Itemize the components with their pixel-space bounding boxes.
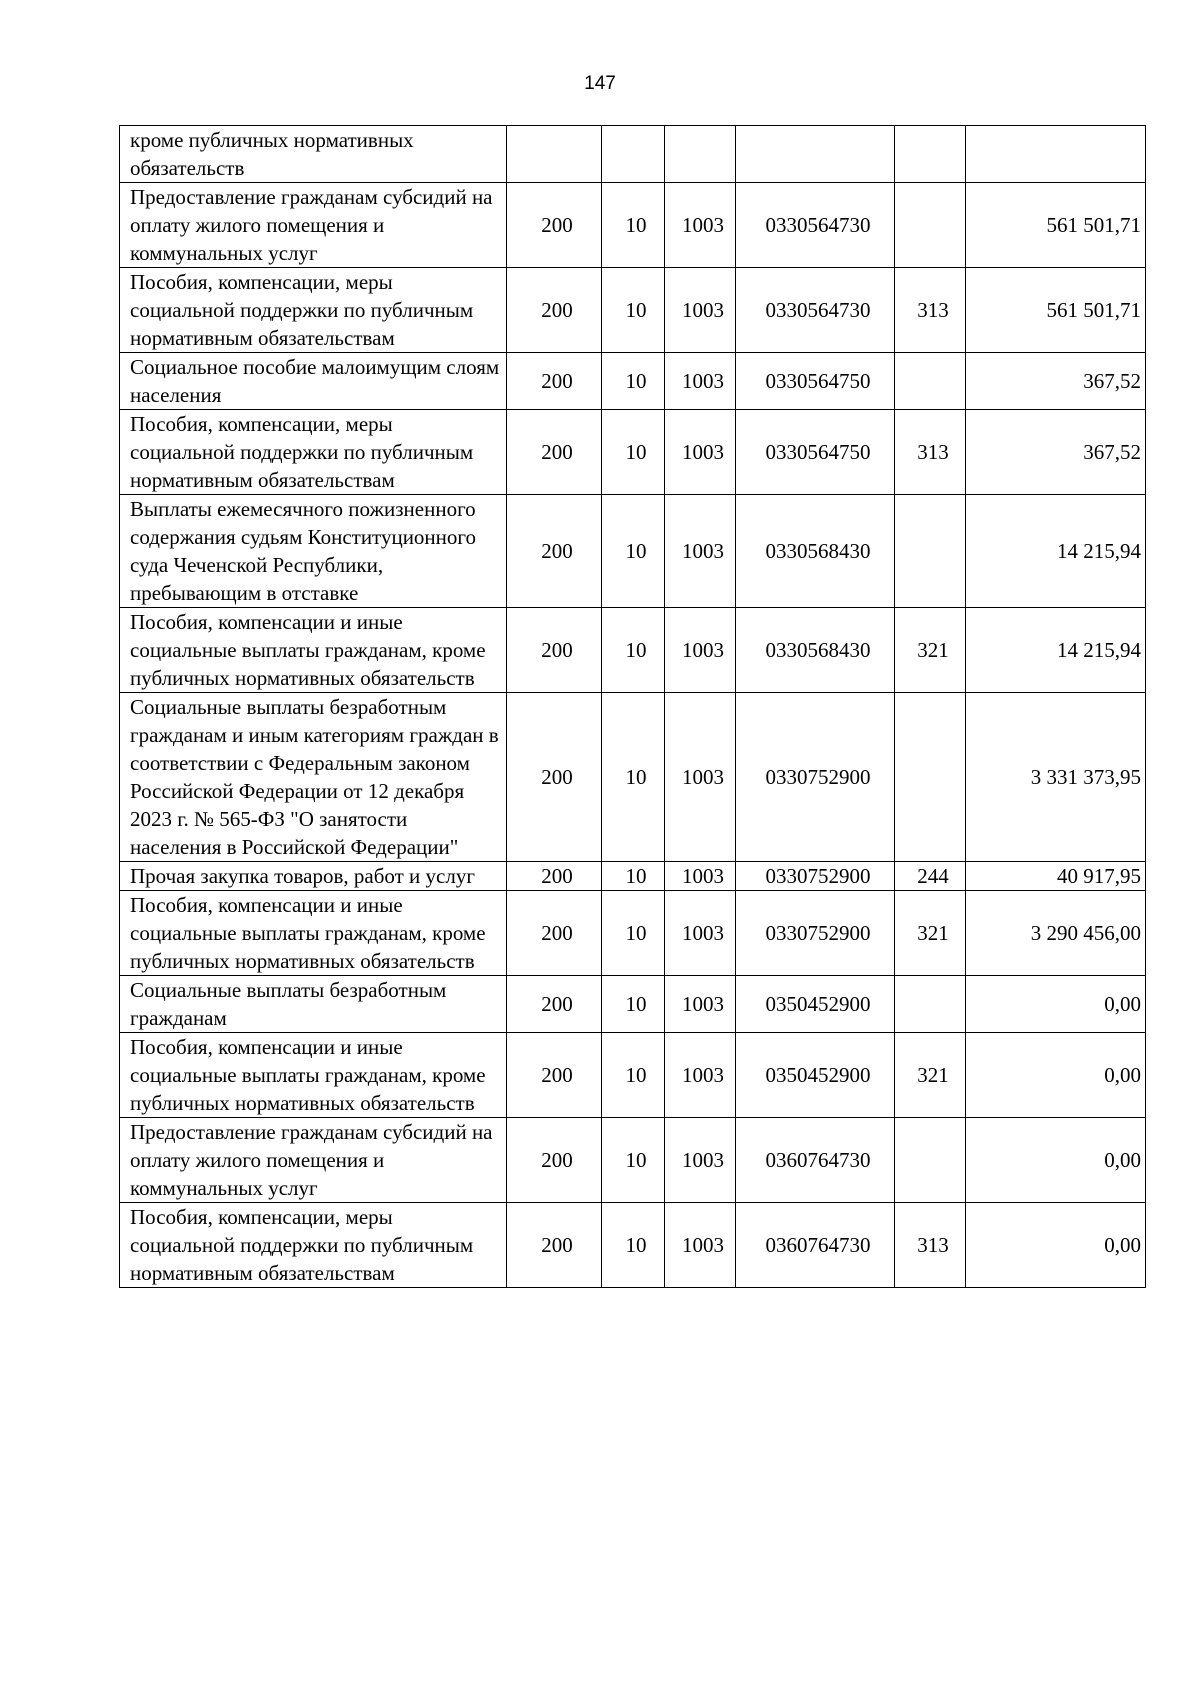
target-article-code-cell: 0330564730 [736, 183, 895, 268]
table-row [120, 862, 1146, 891]
table-row [120, 976, 1146, 1033]
target-article-code-cell: 0330564730 [736, 268, 895, 353]
amount-cell: 0,00 [966, 976, 1146, 1033]
target-article-code-cell: 0330564750 [736, 410, 895, 495]
subsection-code-cell: 1003 [665, 608, 736, 693]
subsection-code-cell: 1003 [665, 495, 736, 608]
subsection-code-cell: 1003 [665, 976, 736, 1033]
expense-type-code-cell: 321 [895, 608, 966, 693]
expense-type-code-cell [895, 693, 966, 862]
table-row [120, 1033, 1146, 1118]
subsection-code-cell [665, 126, 736, 183]
description-cell: Предоставление гражданам субсидий на оплату жилого помещения и коммунальных услуг [120, 1118, 507, 1203]
table-row [120, 353, 1146, 410]
target-article-code-cell: 0330752900 [736, 862, 895, 891]
subsection-code-cell: 1003 [665, 693, 736, 862]
grbs-code-cell: 200 [507, 608, 602, 693]
section-code-cell: 10 [602, 1033, 665, 1118]
target-article-code-cell: 0330752900 [736, 693, 895, 862]
grbs-code-cell: 200 [507, 862, 602, 891]
expense-type-code-cell [895, 495, 966, 608]
amount-cell: 0,00 [966, 1033, 1146, 1118]
expense-type-code-cell: 244 [895, 862, 966, 891]
table-row [120, 183, 1146, 268]
expense-type-code-cell: 313 [895, 1203, 966, 1288]
section-code-cell: 10 [602, 608, 665, 693]
subsection-code-cell: 1003 [665, 353, 736, 410]
subsection-code-cell: 1003 [665, 183, 736, 268]
target-article-code-cell: 0330564750 [736, 353, 895, 410]
target-article-code-cell [736, 126, 895, 183]
amount-cell [966, 126, 1146, 183]
table-body [120, 126, 1146, 1288]
subsection-code-cell: 1003 [665, 891, 736, 976]
section-code-cell: 10 [602, 353, 665, 410]
description-cell: Пособия, компенсации, меры социальной поддержки по публичным нормативным обязательствам [120, 268, 507, 353]
grbs-code-cell: 200 [507, 693, 602, 862]
subsection-code-cell: 1003 [665, 1203, 736, 1288]
amount-cell: 367,52 [966, 353, 1146, 410]
expense-type-code-cell: 313 [895, 410, 966, 495]
target-article-code-cell: 0360764730 [736, 1203, 895, 1288]
description-cell: Пособия, компенсации, меры социальной поддержки по публичным нормативным обязательствам [120, 410, 507, 495]
grbs-code-cell [507, 126, 602, 183]
description-cell: кроме публичных нормативных обязательств [120, 126, 507, 183]
grbs-code-cell: 200 [507, 410, 602, 495]
subsection-code-cell: 1003 [665, 1033, 736, 1118]
description-cell: Пособия, компенсации, меры социальной поддержки по публичным нормативным обязательствам [120, 1203, 507, 1288]
grbs-code-cell: 200 [507, 183, 602, 268]
grbs-code-cell: 200 [507, 1033, 602, 1118]
section-code-cell [602, 126, 665, 183]
amount-cell: 367,52 [966, 410, 1146, 495]
amount-cell: 14 215,94 [966, 608, 1146, 693]
target-article-code-cell: 0350452900 [736, 976, 895, 1033]
target-article-code-cell: 0330568430 [736, 608, 895, 693]
amount-cell: 3 331 373,95 [966, 693, 1146, 862]
section-code-cell: 10 [602, 410, 665, 495]
page-number: 147 [584, 73, 616, 94]
grbs-code-cell: 200 [507, 891, 602, 976]
description-cell: Пособия, компенсации и иные социальные выплаты гражданам, кроме публичных нормативных обязательств [120, 1033, 507, 1118]
amount-cell: 3 290 456,00 [966, 891, 1146, 976]
amount-cell: 40 917,95 [966, 862, 1146, 891]
description-cell: Пособия, компенсации и иные социальные выплаты гражданам, кроме публичных нормативных обязательств [120, 891, 507, 976]
table-row [120, 1118, 1146, 1203]
expense-type-code-cell: 321 [895, 1033, 966, 1118]
grbs-code-cell: 200 [507, 268, 602, 353]
description-cell: Пособия, компенсации и иные социальные выплаты гражданам, кроме публичных нормативных обязательств [120, 608, 507, 693]
expense-type-code-cell [895, 183, 966, 268]
description-cell: Социальное пособие малоимущим слоям населения [120, 353, 507, 410]
target-article-code-cell: 0330752900 [736, 891, 895, 976]
grbs-code-cell: 200 [507, 1118, 602, 1203]
table-row [120, 268, 1146, 353]
amount-cell: 561 501,71 [966, 268, 1146, 353]
section-code-cell: 10 [602, 1203, 665, 1288]
expense-type-code-cell: 321 [895, 891, 966, 976]
section-code-cell: 10 [602, 268, 665, 353]
table-row [120, 495, 1146, 608]
description-cell: Предоставление гражданам субсидий на оплату жилого помещения и коммунальных услуг [120, 183, 507, 268]
subsection-code-cell: 1003 [665, 862, 736, 891]
grbs-code-cell: 200 [507, 495, 602, 608]
budget-table [119, 125, 1146, 1288]
expense-type-code-cell [895, 353, 966, 410]
target-article-code-cell: 0360764730 [736, 1118, 895, 1203]
section-code-cell: 10 [602, 495, 665, 608]
subsection-code-cell: 1003 [665, 1118, 736, 1203]
expense-type-code-cell [895, 976, 966, 1033]
subsection-code-cell: 1003 [665, 410, 736, 495]
section-code-cell: 10 [602, 693, 665, 862]
description-cell: Социальные выплаты безработным гражданам [120, 976, 507, 1033]
section-code-cell: 10 [602, 891, 665, 976]
table-row [120, 608, 1146, 693]
target-article-code-cell: 0330568430 [736, 495, 895, 608]
grbs-code-cell: 200 [507, 976, 602, 1033]
amount-cell: 561 501,71 [966, 183, 1146, 268]
target-article-code-cell: 0350452900 [736, 1033, 895, 1118]
description-cell: Прочая закупка товаров, работ и услуг [120, 862, 507, 891]
table-row [120, 126, 1146, 183]
expense-type-code-cell: 313 [895, 268, 966, 353]
amount-cell: 0,00 [966, 1118, 1146, 1203]
amount-cell: 14 215,94 [966, 495, 1146, 608]
grbs-code-cell: 200 [507, 353, 602, 410]
table-row [120, 1203, 1146, 1288]
grbs-code-cell: 200 [507, 1203, 602, 1288]
description-cell: Социальные выплаты безработным гражданам и иным категориям граждан в соответствии с Федеральным законом Российской Федерации от 12 декабря 2023 г. № 565-ФЗ "О занятости населения в Российской Федерации" [120, 693, 507, 862]
section-code-cell: 10 [602, 862, 665, 891]
table-row [120, 693, 1146, 862]
expense-type-code-cell [895, 1118, 966, 1203]
section-code-cell: 10 [602, 183, 665, 268]
expense-type-code-cell [895, 126, 966, 183]
section-code-cell: 10 [602, 976, 665, 1033]
table-row [120, 891, 1146, 976]
table-row [120, 410, 1146, 495]
amount-cell: 0,00 [966, 1203, 1146, 1288]
subsection-code-cell: 1003 [665, 268, 736, 353]
description-cell: Выплаты ежемесячного пожизненного содержания судьям Конституционного суда Чеченской Республики, пребывающим в отставке [120, 495, 507, 608]
section-code-cell: 10 [602, 1118, 665, 1203]
